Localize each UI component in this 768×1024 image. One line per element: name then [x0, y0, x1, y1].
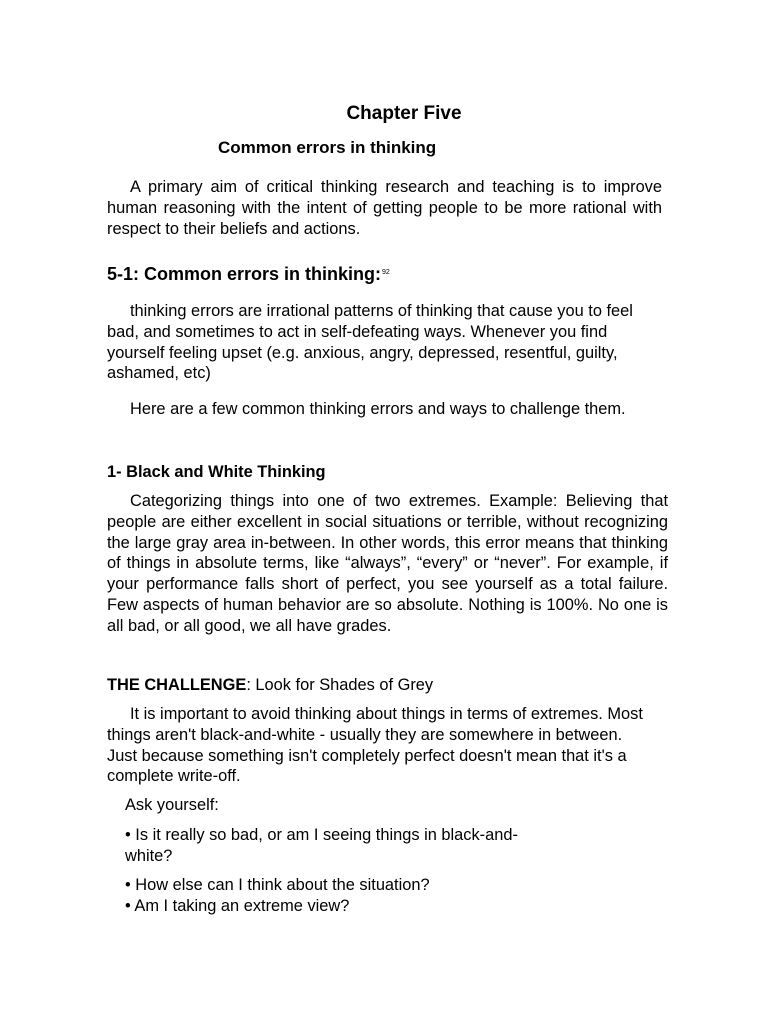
question-item: • Am I taking an extreme view?: [125, 897, 350, 915]
challenge-line: [107, 676, 433, 695]
section-heading: [107, 264, 390, 285]
challenge-label: THE CHALLENGE: [107, 676, 247, 694]
chapter-title: Chapter Five: [346, 103, 462, 124]
section-paragraph-1: thinking errors are irrational patterns of thinking that cause you to feel bad, and sometimes to act in self-defeating ways. Whenever you find yourself feeling upset (e.g. anxious, angry, depressed, resentful, guilty, ashamed, etc): [107, 302, 633, 383]
question-item: • How else can I think about the situation?: [125, 876, 430, 894]
question-item: • Is it really so bad, or am I seeing things in black-and-white?: [125, 826, 518, 865]
ask-yourself-label: Ask yourself:: [125, 796, 219, 814]
challenge-text: : Look for Shades of Grey: [246, 676, 434, 694]
section-heading-text: 5-1: Common errors in thinking:: [107, 264, 382, 284]
error-1-heading: 1- Black and White Thinking: [107, 463, 326, 481]
challenge-paragraph: It is important to avoid thinking about things in terms of extremes. Most things aren't black-and-white - usually they are somewhere in between. Just because something isn't completely perfect doesn't mean that it's a complete write-off.: [107, 705, 643, 786]
section-paragraph-2: Here are a few common thinking errors and ways to challenge them.: [130, 400, 626, 418]
intro-paragraph: A primary aim of critical thinking research and teaching is to improve human reasoning with the intent of getting people to be more rational with respect to their beliefs and actions.: [107, 178, 662, 238]
chapter-subtitle: Common errors in thinking: [218, 138, 437, 157]
error-1-description: Categorizing things into one of two extremes. Example: Believing that people are either excellent in social situations or terrible, without recognizing the large gray area in-between. In other words, this error means that thinking of things in absolute terms, like “always”, “every” or “never”. For example, if your performance falls short of perfect, you see yourself as a total failure. Few aspects of human behavior are so absolute. Nothing is 100%. No one is all bad, or all good, we all have grades.: [107, 492, 668, 635]
footnote-reference: 92: [382, 269, 390, 276]
